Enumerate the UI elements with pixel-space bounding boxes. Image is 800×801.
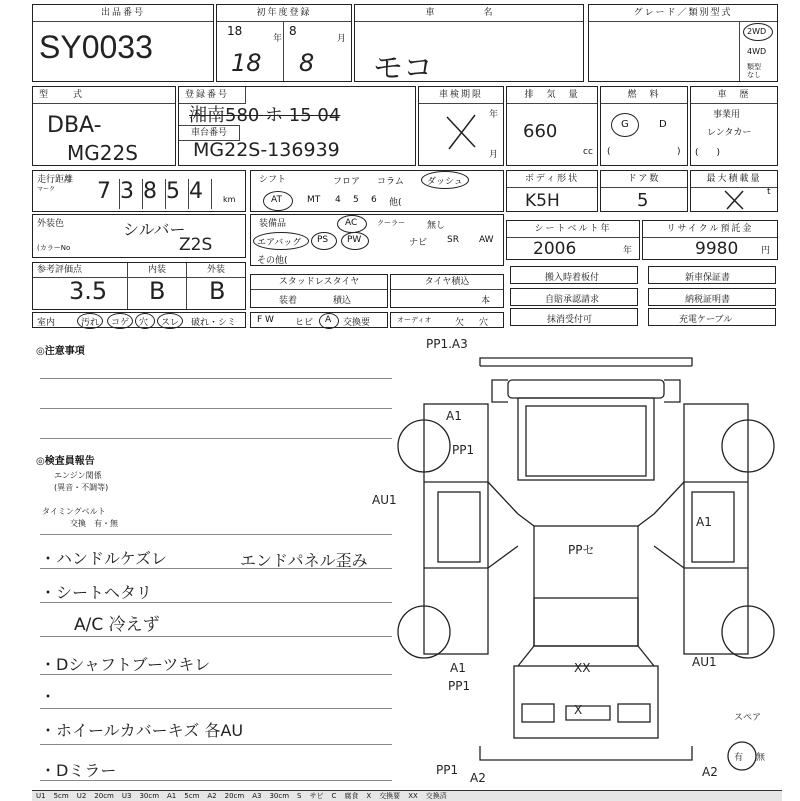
equip-cooler: クーラー [377, 219, 405, 227]
plate-value: 湘南580 ホ 15 04 [189, 105, 341, 126]
tire-load-unit: 本 [481, 296, 491, 306]
body-shape-value: K5H [525, 191, 560, 211]
seatbelt-value: 2006 [533, 239, 577, 259]
legend-item: U2 [76, 792, 87, 800]
inspection-month-unit: 月 [489, 150, 499, 160]
doc-new-car-warranty: 新車保証書 [648, 266, 776, 284]
diagram-mark: PP1 [436, 763, 459, 777]
report-line [40, 534, 392, 535]
type-value-1: DBA- [47, 113, 102, 138]
legend-item: 30cm [269, 792, 290, 800]
inspection-header: 車検期限 [419, 87, 503, 104]
chassis-header: 車台番号 [179, 125, 240, 141]
equip-airbag: エアバッグ [257, 238, 302, 248]
drive-2wd-circle [743, 23, 773, 41]
interior-condition-label: 室内 [37, 318, 56, 328]
studless-header: スタッドレスタイヤ [251, 275, 387, 290]
equipment-header: 装備品 [259, 219, 287, 229]
legend-item: 交換要 [379, 792, 401, 800]
shift-5: 5 [353, 195, 359, 205]
model-name-box [354, 4, 584, 86]
evaluation-exterior-header: 外装 [206, 265, 225, 275]
notes-line [40, 378, 392, 379]
equip-navi: ナビ [409, 238, 428, 248]
history-header: 車 歴 [691, 87, 777, 104]
doors-box [600, 170, 688, 212]
mileage-mark-label: マーク [37, 186, 56, 193]
fuel-g-circle [611, 113, 639, 137]
audio-row [390, 312, 504, 328]
model-name-header: 車 名 [355, 5, 583, 22]
audio-label: オーディオ [397, 316, 432, 324]
notes-line [40, 438, 392, 439]
equip-ps-circle [311, 232, 337, 250]
notes-line [40, 408, 392, 409]
equip-pw: PW [347, 235, 362, 245]
legend-item: 交換済 [425, 792, 447, 800]
evaluation-score-header: 参考評価点 [33, 263, 128, 277]
fuel-other-close: ) [677, 147, 681, 157]
equip-none: 無し [427, 221, 446, 231]
legend-strip [32, 790, 782, 801]
timing-label: タイミングベルト [42, 507, 106, 516]
mileage-digit: 8 [143, 179, 166, 209]
notes-title: ◎注意事項 [36, 346, 85, 357]
windshield-a-circle [319, 313, 339, 329]
legend-item: A1 [167, 792, 177, 800]
type-header: 型 式 [33, 87, 175, 104]
interior-hole: 穴 [139, 318, 149, 328]
report-note-1: ・ハンドルケズレ [40, 549, 168, 568]
interior-scuff-circle [157, 313, 183, 329]
body-shape-box [506, 170, 598, 212]
max-load-box [690, 170, 778, 212]
doc-tax-certificate: 納税証明書 [648, 288, 776, 306]
shift-box [250, 170, 504, 212]
max-load-header: 最大積載量 [691, 171, 777, 188]
report-side-note: エンドパネル歪み [240, 551, 368, 570]
first-reg-printed-month: 8 [289, 24, 297, 38]
equip-ps: PS [317, 235, 329, 245]
first-reg-printed-year: 18 [227, 24, 243, 38]
evaluation-interior: B [149, 277, 166, 305]
legend-item: S [297, 792, 302, 800]
report-line [40, 568, 392, 569]
doc-arrival-plate: 搬入時着板付 [510, 266, 638, 284]
evaluation-box [32, 262, 246, 310]
legend-item: U1 [36, 792, 46, 800]
mileage-digit: 4 [189, 179, 212, 209]
evaluation-score: 3.5 [69, 277, 108, 305]
recycle-unit: 円 [761, 246, 771, 256]
diagram-mark: A2 [702, 765, 718, 779]
chassis-value: MG22S-136939 [193, 139, 340, 161]
interior-tear: 破れ・シミ [191, 318, 237, 328]
report-line [40, 780, 392, 781]
lot-number-value: SY0033 [39, 29, 153, 65]
shift-dash: ダッシュ [427, 177, 463, 187]
diagram-mark: A1 [696, 515, 712, 529]
studless-fitted: 装着 [279, 296, 298, 306]
audio-missing: 欠 [455, 318, 465, 328]
engine-label: エンジン関係 [54, 471, 102, 480]
first-reg-month-unit: 月 [337, 34, 347, 44]
shift-6: 6 [371, 195, 377, 205]
mileage-digit: 7 [97, 179, 120, 209]
spare-no: 無 [756, 753, 766, 763]
displacement-box [506, 86, 598, 166]
windshield-a: A [325, 315, 332, 325]
equip-airbag-circle [253, 232, 309, 250]
report-line [40, 674, 392, 675]
evaluation-interior-header: 内装 [128, 263, 187, 277]
report-line [40, 636, 392, 637]
legend-item: 5cm [184, 792, 200, 800]
history-business: 事業用 [713, 110, 741, 120]
interior-condition-row [32, 312, 246, 328]
drive-2wd: 2WD [747, 27, 767, 36]
windshield-row [250, 312, 388, 328]
legend-item: X [366, 792, 372, 800]
interior-hole-circle [135, 313, 155, 329]
first-reg-hand-month: 8 [299, 49, 315, 77]
interior-scuff: スレ [161, 318, 180, 328]
evaluation-exterior: B [209, 277, 226, 305]
diagram-mark: PP1 [452, 443, 475, 457]
shift-mt: MT [307, 195, 321, 205]
legend-item: 30cm [139, 792, 160, 800]
inspection-cross-mark [419, 87, 505, 167]
equip-other: その他( [257, 256, 288, 266]
windshield-replace: 交換要 [343, 318, 371, 328]
doc-deregistration: 抹消受付可 [510, 308, 638, 326]
mileage-digits [97, 179, 212, 209]
diagram-mark: A1 [446, 409, 462, 423]
report-title: ◎検査員報告 [36, 456, 95, 467]
timing-sub: 交換 有・無 [70, 519, 118, 528]
shift-floor: フロア [333, 177, 361, 187]
color-no-value: Z2S [179, 235, 213, 255]
diagram-mark: AU1 [372, 493, 397, 507]
seatbelt-header: シートベルト年 [507, 221, 639, 238]
diagram-mark: PPセ [568, 543, 595, 557]
spare-label: スペア [734, 713, 762, 723]
exterior-color-box [32, 214, 246, 258]
diagram-mark: X [574, 703, 583, 717]
interior-burn: コゲ [111, 318, 130, 328]
mileage-digit: 3 [120, 179, 143, 209]
studless-loaded: 積込 [333, 296, 352, 306]
type-value-2: MG22S [67, 141, 138, 165]
equipment-box [250, 214, 504, 266]
shift-at: AT [271, 195, 282, 205]
drive-4wd: 4WD [747, 47, 767, 56]
grade-box [588, 4, 778, 82]
doors-value: 5 [637, 190, 649, 211]
mileage-header: 走行距離 [37, 175, 74, 185]
equip-ac: AC [345, 218, 358, 228]
windshield-crack: ヒビ [295, 318, 314, 328]
legend-item: 20cm [224, 792, 245, 800]
history-other: ( ) [695, 148, 721, 158]
report-note-6: ・ホイールカバーキズ 各AU [40, 721, 244, 740]
equip-aw: AW [479, 235, 494, 245]
legend-item: 5cm [53, 792, 69, 800]
mileage-box [32, 170, 246, 212]
history-rental: レンタカー [707, 128, 752, 138]
legend-item: A3 [252, 792, 262, 800]
report-note-2: ・シートヘタリ [40, 583, 153, 602]
tire-load-header: タイヤ積込 [391, 275, 503, 290]
recycle-box [642, 220, 778, 260]
equip-sr: SR [447, 235, 459, 245]
legend-item: C [331, 792, 337, 800]
fuel-header: 燃 料 [601, 87, 687, 104]
first-registration-box [216, 4, 352, 82]
doc-insurance-claim: 自賠承認請求 [510, 288, 638, 306]
legend-item: サビ [309, 792, 324, 800]
lot-number-box [32, 4, 214, 82]
interior-dirt: 汚れ [81, 318, 100, 328]
plate-box [178, 86, 416, 166]
inspection-year-unit: 年 [489, 110, 499, 120]
legend-item: 20cm [94, 792, 114, 800]
diagram-mark: A1 [450, 661, 466, 675]
diagram-mark: A2 [470, 771, 486, 785]
legend-item: 腐食 [344, 792, 359, 800]
report-line [40, 744, 392, 745]
type-box [32, 86, 176, 166]
recycle-value: 9980 [695, 239, 739, 259]
max-load-unit: t [767, 187, 771, 197]
legend-item: A2 [207, 792, 217, 800]
seatbelt-box [506, 220, 640, 260]
shift-column: コラム [377, 177, 404, 187]
shift-other: 他( [389, 198, 402, 208]
first-reg-hand-year: 18 [231, 49, 262, 77]
interior-dirt-circle [77, 313, 103, 329]
fuel-other-open: ( [607, 147, 611, 157]
spare-yes: 有 [734, 753, 744, 763]
legend-item: U3 [121, 792, 132, 800]
shift-dash-circle [421, 171, 469, 189]
body-shape-header: ボディ形状 [507, 171, 597, 188]
tire-load-box [390, 274, 504, 308]
displacement-header: 排 気 量 [507, 87, 597, 104]
equip-ac-circle [337, 215, 367, 233]
plate-header: 登録番号 [179, 87, 246, 104]
lot-number-header: 出品番号 [33, 5, 213, 22]
first-reg-year-unit: 年 [273, 34, 283, 44]
shift-at-circle [263, 191, 293, 211]
displacement-value: 660 [523, 121, 558, 142]
drive-none: 類型なし [747, 63, 761, 79]
report-note-5: ・ [40, 687, 57, 706]
model-name-value: モコ [373, 51, 433, 86]
interior-burn-circle [107, 313, 133, 329]
report-note-7: ・Dミラー [40, 761, 117, 780]
equip-pw-circle [341, 232, 369, 250]
mileage-unit: km [223, 195, 236, 204]
mileage-digit: 5 [166, 179, 189, 209]
first-registration-header: 初年度登録 [217, 5, 351, 22]
windshield-label: F W [257, 315, 274, 325]
inspection-box [418, 86, 504, 166]
diagram-mark: XX [574, 661, 591, 675]
doc-charging-cable: 充電ケーブル [648, 308, 776, 326]
grade-header: グレード／類別型式 [589, 5, 777, 22]
audio-hole: 穴 [479, 318, 489, 328]
fuel-d: D [659, 119, 667, 130]
recycle-header: リサイクル預託金 [643, 221, 777, 238]
history-box [690, 86, 778, 166]
shift-4: 4 [335, 195, 341, 205]
doors-header: ドア数 [601, 171, 687, 188]
diagram-mark: PP1 [448, 679, 471, 693]
fuel-box [600, 86, 688, 166]
studless-box [250, 274, 388, 308]
report-line [40, 708, 392, 709]
report-note-3: A/C 冷えず [74, 615, 160, 635]
exterior-color-header: 外装色 [37, 219, 65, 229]
shift-header: シフト [259, 175, 287, 185]
report-line [40, 602, 392, 603]
diagram-mark: AU1 [692, 655, 717, 669]
legend-item: XX [408, 792, 418, 800]
fuel-g: G [621, 119, 629, 130]
seatbelt-unit: 年 [623, 246, 633, 256]
exterior-color-value: シルバー [123, 220, 186, 239]
engine-sub: (異音・不調等) [54, 483, 109, 492]
displacement-unit: cc [583, 147, 593, 157]
color-no-label: (カラーNo [37, 244, 71, 252]
max-load-cross-mark [691, 171, 779, 213]
report-note-4: ・Dシャフトブーツキレ [40, 655, 211, 674]
diagram-mark: PP1.A3 [426, 337, 468, 351]
evaluation-headers [33, 263, 245, 278]
